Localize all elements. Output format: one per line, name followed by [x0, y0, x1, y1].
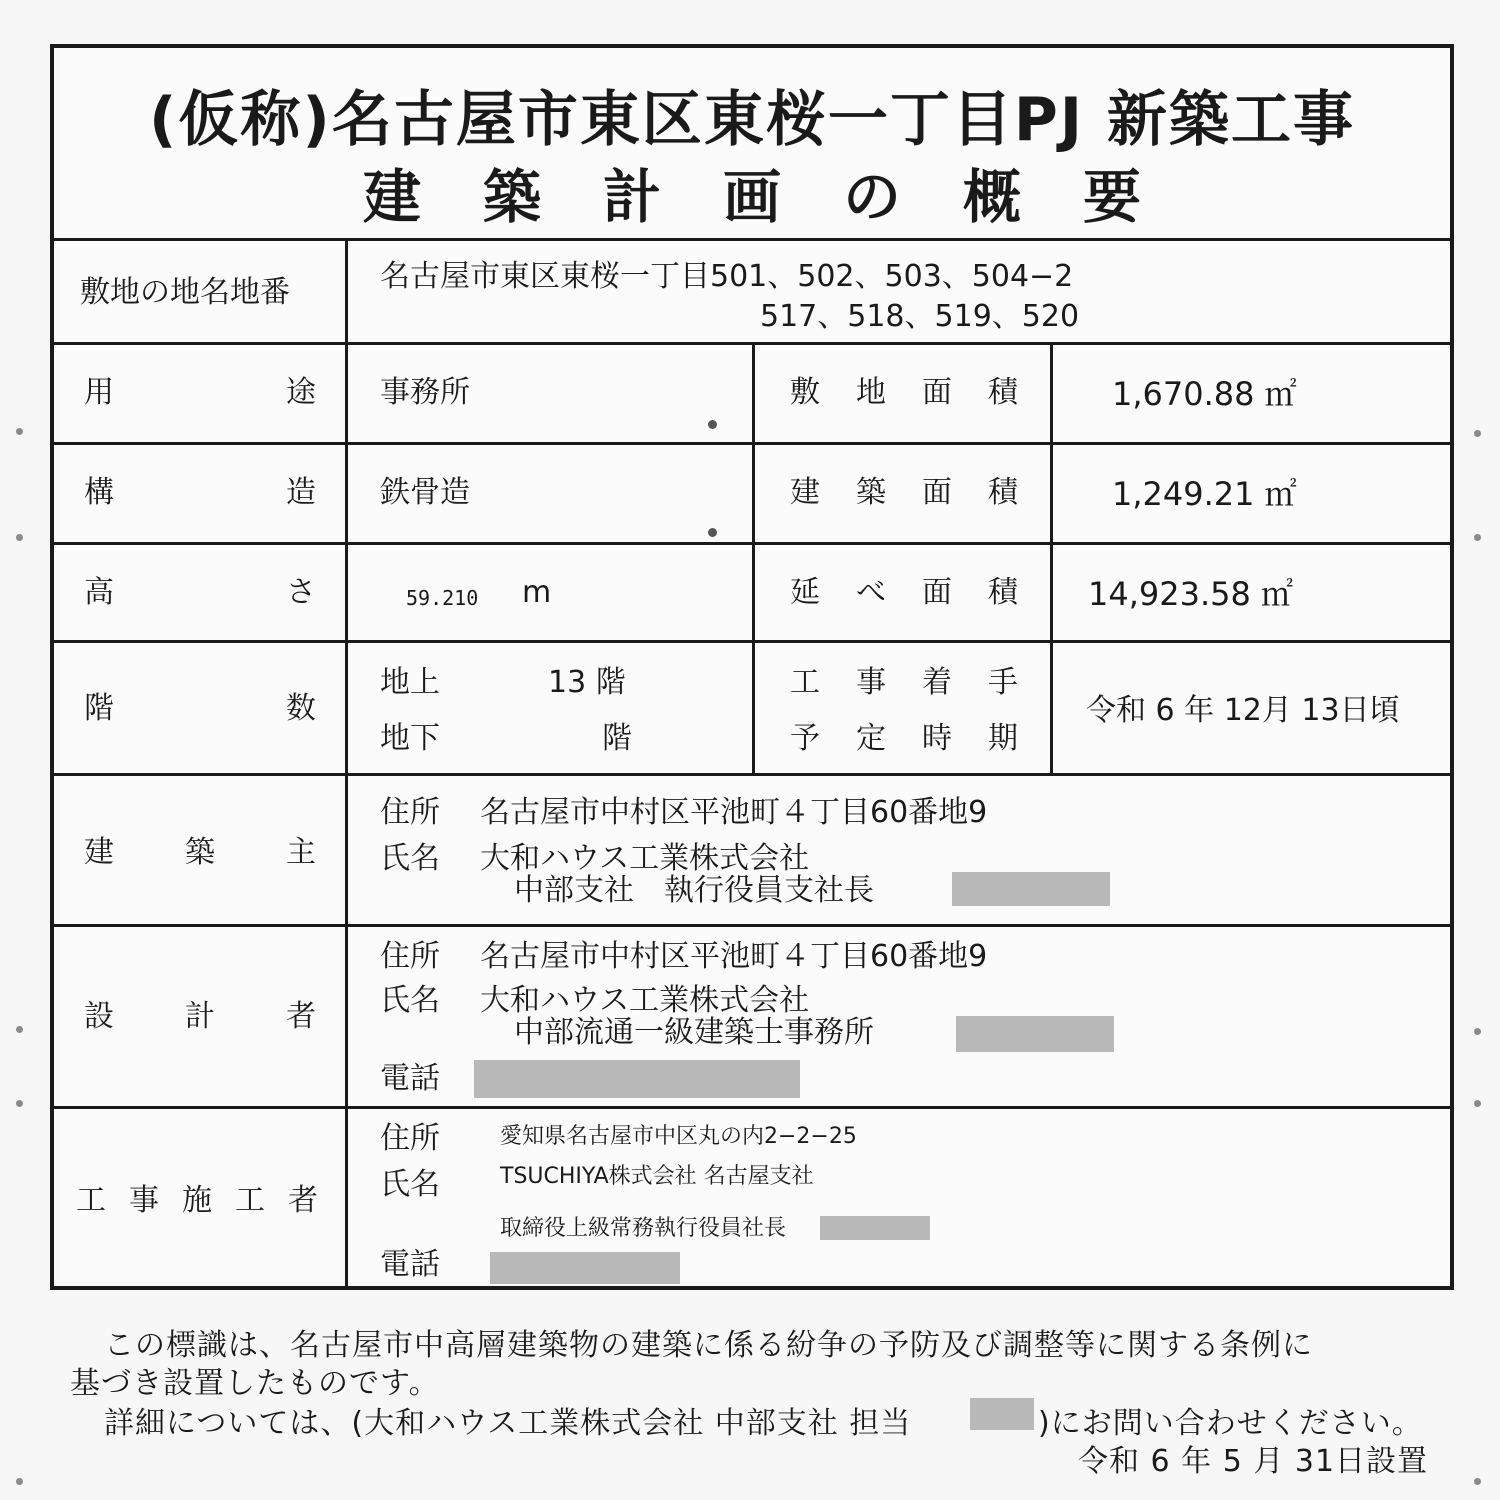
contractor-address: 愛知県名古屋市中区丸の内2−2−25 [500, 1124, 857, 1149]
designer-name-1: 大和ハウス工業株式会社 [480, 983, 810, 1018]
screw-icon [16, 1478, 23, 1485]
screw-icon [1474, 430, 1481, 437]
screw-icon [1474, 1100, 1481, 1107]
screw-icon [16, 428, 23, 435]
redaction-block [490, 1252, 680, 1284]
use-label-b: 途 [286, 375, 316, 410]
owner-name-label: 氏名 [380, 841, 440, 876]
site-address-line1: 名古屋市東区東桜一丁目501、502、503、504−2 [380, 259, 1074, 294]
rule [52, 238, 1452, 241]
designer-label: 設 計 者 [84, 999, 316, 1034]
owner-name-1: 大和ハウス工業株式会社 [480, 841, 810, 876]
contractor-tel-label: 電話 [380, 1247, 440, 1282]
use-label [84, 375, 316, 410]
screw-icon [1474, 534, 1481, 541]
rule [52, 924, 1452, 927]
site-area-value: 1,670.88 ㎡ [1112, 375, 1297, 413]
redaction-block [956, 1016, 1114, 1052]
structure-label: 構 造 [84, 475, 316, 510]
project-title: (仮称)名古屋市東区東桜一丁目PJ 新築工事 [148, 85, 1356, 155]
building-area-label: 建 築 面 積 [790, 475, 1018, 510]
contractor-label: 工 事 施 工 者 [76, 1183, 318, 1218]
floors-below-value: 階 [602, 721, 632, 756]
mount-dot [708, 528, 717, 537]
rule [52, 1106, 1452, 1109]
contractor-name-2: 取締役上級常務執行役員社長 [500, 1216, 787, 1241]
site-address-line2: 517、518、519、520 [760, 299, 1080, 334]
note-line-3b: )にお問い合わせください。 [1038, 1406, 1423, 1441]
designer-address-label: 住所 [380, 939, 440, 974]
floors-below-label: 地下 [380, 721, 440, 756]
floors-above-label: 地上 [380, 665, 440, 700]
floors-above-value: 13 階 [548, 665, 626, 700]
owner-address-label: 住所 [380, 795, 440, 830]
start-value: 令和 6 年 12月 13日頃 [1086, 693, 1400, 728]
screw-icon [16, 1026, 23, 1033]
use-label-a: 用 [84, 375, 114, 410]
redaction-block [474, 1060, 800, 1098]
owner-name-2: 中部支社 執行役員支社長 [514, 873, 874, 908]
screw-icon [1474, 1478, 1481, 1485]
redaction-block [970, 1398, 1034, 1430]
screw-icon [1474, 1028, 1481, 1035]
owner-label: 建 築 主 [84, 835, 316, 870]
floors-label: 階 数 [84, 691, 316, 726]
screw-icon [16, 534, 23, 541]
note-line-2: 基づき設置したものです。 [70, 1366, 440, 1401]
building-area-value: 1,249.21 ㎡ [1112, 475, 1297, 513]
start-label-2: 予 定 時 期 [790, 721, 1018, 756]
rule [1050, 344, 1053, 775]
owner-address: 名古屋市中村区平池町４丁目60番地9 [480, 795, 988, 830]
mount-dot [708, 420, 717, 429]
redaction-block [952, 872, 1110, 906]
designer-tel-label: 電話 [380, 1061, 440, 1096]
height-label: 高 さ [84, 575, 316, 610]
site-label: 敷地の地名地番 [80, 275, 290, 310]
site-area-label: 敷 地 面 積 [790, 375, 1018, 410]
screw-icon [16, 1100, 23, 1107]
designer-name-2: 中部流通一級建築士事務所 [514, 1015, 874, 1050]
contractor-name-label: 氏名 [380, 1167, 440, 1202]
use-value: 事務所 [380, 375, 470, 410]
note-line-1: この標識は、名古屋市中高層建築物の建築に係る紛争の予防及び調整等に関する条例に [104, 1328, 1313, 1363]
floor-area-value: 14,923.58 ㎡ [1088, 575, 1294, 613]
floor-area-label: 延 べ 面 積 [790, 575, 1018, 610]
installation-date: 令和 6 年 5 月 31日設置 [1078, 1444, 1429, 1479]
rule [345, 240, 348, 1288]
start-label-1: 工 事 着 手 [790, 665, 1018, 700]
note-line-3a: 詳細については、(大和ハウス工業株式会社 中部支社 担当 [104, 1406, 912, 1441]
rule [752, 344, 755, 775]
designer-address: 名古屋市中村区平池町４丁目60番地9 [480, 939, 988, 974]
height-unit: m [522, 575, 552, 610]
sign-title: 建築計画の概要 [362, 163, 1203, 231]
structure-value: 鉄骨造 [380, 475, 470, 510]
redaction-block [820, 1216, 930, 1240]
contractor-name-1: TSUCHIYA株式会社 名古屋支社 [500, 1164, 814, 1189]
contractor-address-label: 住所 [380, 1121, 440, 1156]
designer-name-label: 氏名 [380, 983, 440, 1018]
height-value: 59.210 [406, 586, 479, 610]
